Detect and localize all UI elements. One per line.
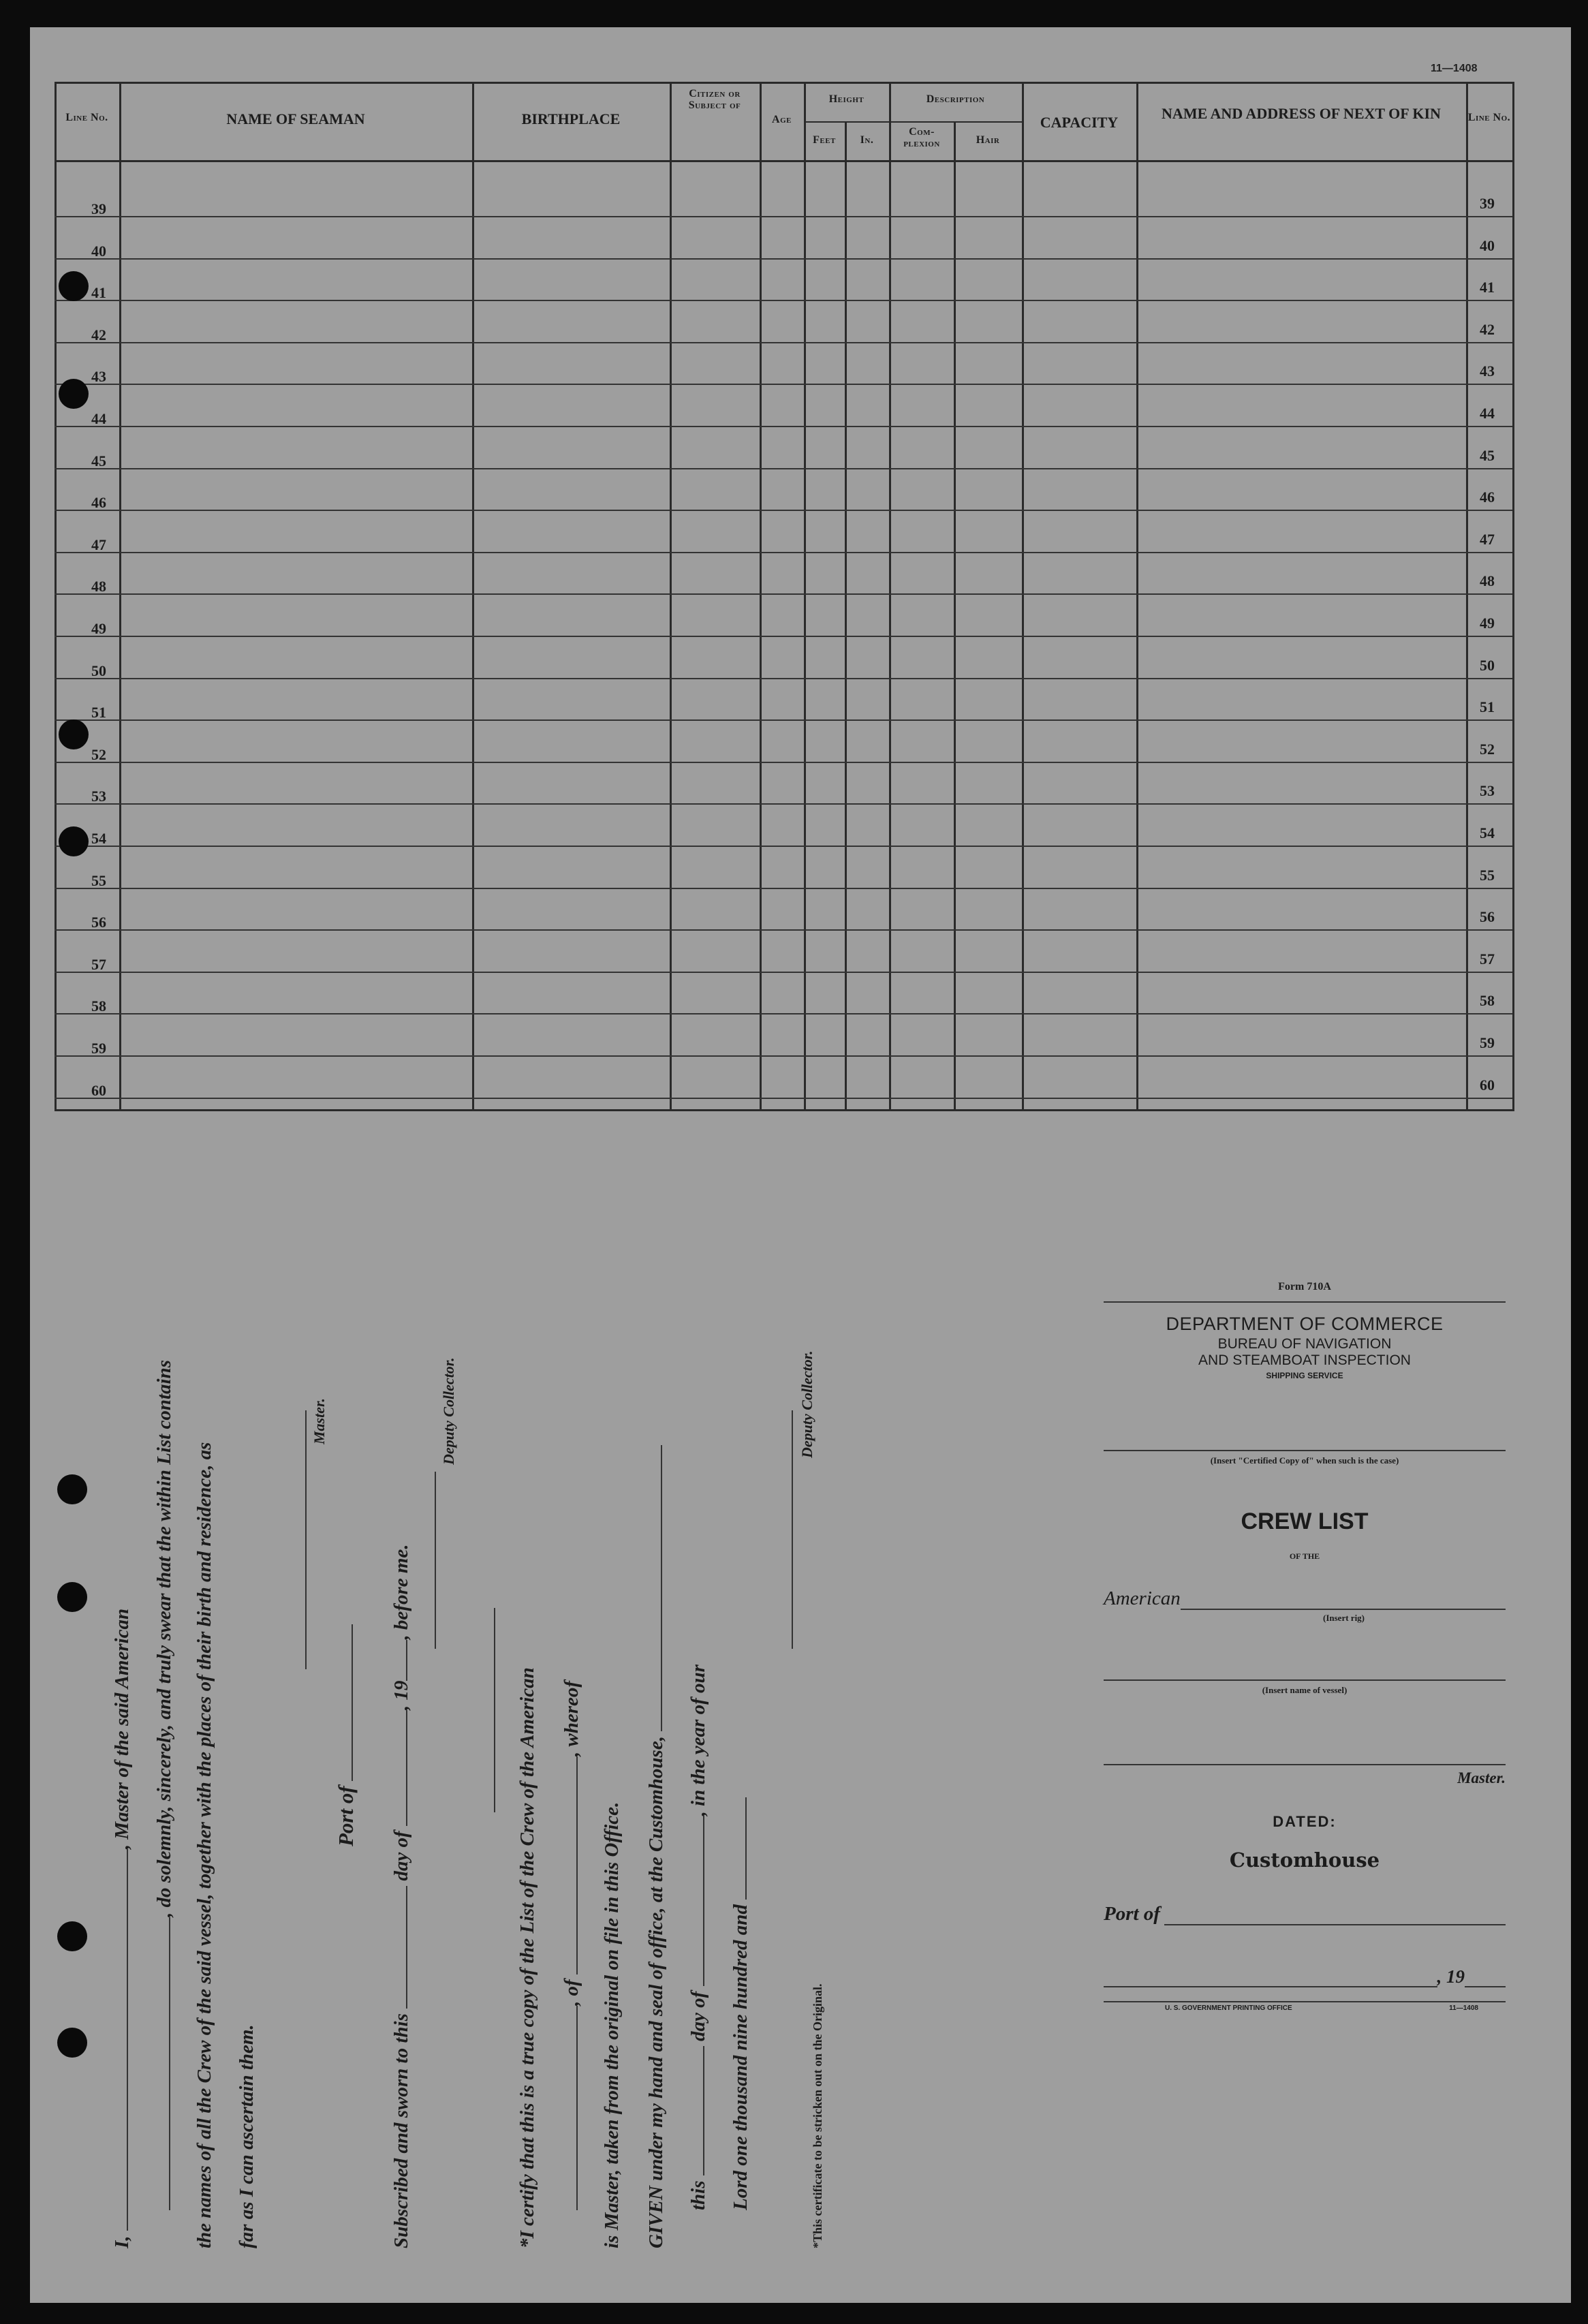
oath-line-2 — [151, 1360, 176, 2210]
given-line — [643, 1445, 668, 2248]
vessel-name-blank[interactable] — [151, 1917, 170, 2210]
row-number-right: 58 — [1480, 992, 1495, 1009]
dated-label: DATED: — [1273, 1813, 1337, 1830]
oath-master-of-american: , Master of the said American — [111, 1608, 133, 1850]
header-line-no-right: Line No. — [1467, 112, 1511, 123]
row-number-right: 53 — [1480, 782, 1495, 799]
col-border-5 — [804, 82, 806, 1111]
table-row[interactable] — [55, 929, 1512, 931]
col-border-9 — [1022, 82, 1024, 1111]
row-number-right: 51 — [1480, 698, 1495, 715]
table-row[interactable] — [55, 510, 1512, 511]
cert-port-blank[interactable] — [559, 1756, 578, 1974]
row-number-right: 48 — [1480, 572, 1495, 589]
table-row[interactable] — [55, 593, 1512, 595]
col-border-3 — [670, 82, 672, 1111]
row-number-right: 57 — [1480, 950, 1495, 967]
punch-hole — [57, 1582, 87, 1612]
cover-year-blank[interactable] — [1465, 1971, 1506, 1987]
year-blank[interactable] — [728, 1797, 747, 1900]
oath-line-1 — [109, 1609, 134, 2248]
of-the: OF THE — [1289, 1551, 1320, 1561]
crew-list-title: CREW LIST — [1241, 1508, 1369, 1534]
row-number-right: 43 — [1480, 362, 1495, 379]
col-border-1 — [119, 82, 121, 1111]
table-row[interactable] — [55, 972, 1512, 973]
row-number-left: 45 — [91, 452, 106, 469]
given-text: GIVEN under my hand and seal of office, at the Customhouse, — [645, 1736, 667, 2248]
lord-line — [728, 1797, 752, 2210]
table-row[interactable] — [55, 888, 1512, 889]
header-birthplace: BIRTHPLACE — [521, 110, 621, 127]
row-number-right: 42 — [1480, 321, 1495, 338]
table-top-border — [55, 82, 1512, 84]
table-row[interactable] — [55, 762, 1512, 763]
row-number-left: 57 — [91, 956, 106, 973]
deputy-signature-line-2[interactable] — [792, 1410, 793, 1649]
oath-line-3: the names of all the Crew of the said vessel, together with the places of their birth and residence, as — [193, 1442, 215, 2248]
cover-form-code: 11—1408 — [1449, 2004, 1478, 2012]
row-number-left: 47 — [91, 536, 106, 553]
cover-year-prefix: , 19 — [1437, 1966, 1465, 1987]
table-row[interactable] — [55, 552, 1512, 553]
header-capacity: CAPACITY — [1040, 114, 1119, 131]
header-feet: Feet — [813, 134, 836, 146]
row-number-left: 55 — [91, 872, 106, 889]
master-signature-line[interactable] — [305, 1410, 307, 1669]
header-height: Height — [828, 93, 865, 105]
department-title: DEPARTMENT OF COMMERCE — [1166, 1314, 1444, 1334]
deputy-signature-line-1[interactable] — [435, 1472, 436, 1649]
year-of-our: , in the year of our — [687, 1664, 709, 1816]
punch-hole — [59, 379, 89, 409]
cert-line-2 — [559, 1681, 583, 2210]
row-number-left: 54 — [91, 830, 106, 847]
row-number-right: 47 — [1480, 531, 1495, 548]
cert-whereof: , whereof — [561, 1680, 582, 1757]
header-age: Age — [772, 114, 792, 125]
row-number-right: 45 — [1480, 447, 1495, 464]
this-day-line — [685, 1664, 710, 2210]
row-number-left: 60 — [91, 1082, 106, 1099]
table-row[interactable] — [55, 719, 1512, 721]
punch-hole — [57, 1921, 87, 1951]
subheader-divider — [804, 121, 1022, 123]
col-border-11 — [1466, 82, 1468, 1111]
punch-hole — [57, 1474, 87, 1504]
sworn-month-blank[interactable] — [388, 1710, 407, 1826]
table-row[interactable] — [55, 258, 1512, 260]
master-caption: Master. — [311, 1398, 328, 1444]
this-text: this — [687, 2180, 709, 2210]
deputy-caption-1: Deputy Collector. — [440, 1357, 457, 1465]
punch-hole — [59, 271, 89, 301]
header-name-of-seaman: NAME OF SEAMAN — [226, 110, 365, 127]
cover-rule-bottom — [1104, 2001, 1506, 2002]
table-bottom-border — [55, 1109, 1512, 1111]
cert-line-3: is Master, taken from the original on file in this Office. — [601, 1801, 623, 2248]
insert-vessel-note: (Insert name of vessel) — [1262, 1685, 1348, 1695]
row-number-left: 50 — [91, 662, 106, 679]
oath-i: I, — [111, 2235, 133, 2248]
row-number-left: 44 — [91, 410, 106, 427]
table-row[interactable] — [55, 342, 1512, 343]
sworn-line — [388, 1544, 413, 2248]
form-number: Form 710A — [1278, 1281, 1331, 1292]
cover-port-row — [1104, 1903, 1506, 1925]
this-day-of: day of — [687, 1991, 709, 2041]
row-number-left: 51 — [91, 704, 106, 721]
sworn-before-me: , before me. — [390, 1544, 412, 1640]
master-name-blank[interactable] — [109, 1849, 128, 2231]
lord-text: Lord one thousand nine hundred and — [730, 1904, 751, 2210]
cover-port-label: Port of — [1104, 1903, 1160, 1925]
cover-date-row — [1104, 1966, 1506, 1987]
deputy-caption-2: Deputy Collector. — [798, 1350, 815, 1458]
table-row[interactable] — [55, 1013, 1512, 1014]
port-of-label: Port of — [334, 1786, 358, 1846]
sworn-year-prefix: , 19 — [390, 1680, 412, 1711]
header-inches: In. — [860, 134, 874, 146]
row-number-left: 39 — [91, 200, 106, 217]
row-number-right: 39 — [1480, 195, 1495, 212]
table-row[interactable] — [55, 678, 1512, 679]
table-row[interactable] — [55, 384, 1512, 385]
customhouse-blank[interactable] — [643, 1445, 662, 1731]
row-number-left: 59 — [91, 1040, 106, 1057]
col-border-7 — [889, 82, 891, 1111]
american-label: American — [1104, 1587, 1181, 1609]
col-border-4 — [760, 82, 762, 1111]
printer-imprint: U. S. GOVERNMENT PRINTING OFFICE — [1165, 2004, 1292, 2012]
punch-hole — [59, 719, 89, 749]
port-of-blank[interactable] — [334, 1624, 353, 1781]
row-number-right: 41 — [1480, 279, 1495, 296]
rig-blank[interactable] — [1181, 1594, 1506, 1610]
col-border-2 — [472, 82, 474, 1111]
row-number-left: 56 — [91, 914, 106, 931]
row-number-left: 52 — [91, 746, 106, 763]
cover-date-blank[interactable] — [1104, 1971, 1437, 1987]
american-rig-row — [1104, 1587, 1506, 1610]
row-number-right: 44 — [1480, 405, 1495, 422]
row-number-left: 42 — [91, 326, 106, 343]
oath-swear-text: , do solemnly, sincerely, and truly swear that the within List contains — [153, 1359, 175, 1917]
cover-master-caption: Master. — [1457, 1769, 1506, 1786]
row-number-right: 56 — [1480, 908, 1495, 925]
header-citizen: Citizen or Subject of — [688, 88, 741, 111]
header-bottom-border — [55, 160, 1512, 162]
row-number-left: 48 — [91, 578, 106, 595]
cert-of: , of — [561, 1979, 582, 2006]
header-next-of-kin: NAME AND ADDRESS OF NEXT OF KIN — [1162, 105, 1441, 122]
sworn-text: Subscribed and sworn to this — [390, 2013, 412, 2248]
row-number-right: 60 — [1480, 1076, 1495, 1094]
col-border-10 — [1136, 82, 1138, 1111]
table-row[interactable] — [55, 426, 1512, 427]
table-row[interactable] — [55, 1098, 1512, 1099]
bureau-line-2: AND STEAMBOAT INSPECTION — [1198, 1352, 1411, 1368]
punch-hole — [59, 826, 89, 856]
col-border-12 — [1512, 82, 1514, 1111]
cover-rule-top — [1104, 1301, 1506, 1303]
cert-line-1: *I certify that this is a true copy of the List of the Crew of the American — [516, 1667, 538, 2248]
row-number-right: 49 — [1480, 615, 1495, 632]
row-number-left: 43 — [91, 368, 106, 385]
row-number-left: 41 — [91, 284, 106, 301]
row-number-right: 54 — [1480, 824, 1495, 841]
header-complexion: Com-plexion — [903, 126, 940, 149]
sworn-day-of: day of — [390, 1831, 412, 1881]
row-number-right: 50 — [1480, 657, 1495, 674]
table-row[interactable] — [55, 300, 1512, 301]
row-number-right: 55 — [1480, 867, 1495, 884]
row-number-right: 40 — [1480, 237, 1495, 254]
row-number-left: 40 — [91, 243, 106, 260]
table-row[interactable] — [55, 636, 1512, 637]
col-border-8 — [954, 123, 956, 1111]
this-month-blank[interactable] — [685, 1816, 704, 1986]
port-of-oath — [334, 1624, 358, 1846]
punch-hole — [57, 2028, 87, 2058]
header-hair: Hair — [976, 134, 1000, 146]
cert-vessel-blank[interactable] — [559, 2006, 578, 2210]
divider-line — [494, 1608, 495, 1812]
footnote: *This certificate to be stricken out on the Original. — [811, 1983, 824, 2248]
row-number-right: 59 — [1480, 1034, 1495, 1051]
oath-line-4: far as I can ascertain them. — [236, 2024, 258, 2248]
row-number-left: 46 — [91, 494, 106, 511]
form-code-top: 11—1408 — [1431, 63, 1478, 74]
row-number-left: 58 — [91, 997, 106, 1014]
table-row[interactable] — [55, 846, 1512, 847]
table-row[interactable] — [55, 803, 1512, 805]
col-border-6 — [845, 123, 847, 1111]
row-number-right: 46 — [1480, 489, 1495, 506]
printer-line — [1104, 2004, 1506, 2012]
shipping-service: SHIPPING SERVICE — [1266, 1371, 1343, 1380]
row-number-right: 52 — [1480, 741, 1495, 758]
oath-section — [109, 1213, 927, 2248]
cover-port-blank[interactable] — [1164, 1909, 1506, 1925]
header-line-no: Line No. — [65, 112, 108, 123]
table-row[interactable] — [55, 216, 1512, 217]
master-line[interactable] — [1104, 1764, 1506, 1765]
sworn-year-blank[interactable] — [388, 1640, 407, 1681]
col-border-0 — [55, 82, 57, 1111]
this-day-blank[interactable] — [685, 2046, 704, 2175]
certified-copy-line[interactable] — [1104, 1450, 1506, 1451]
insert-certified-copy-note: (Insert "Certified Copy of" when such is the case) — [1210, 1455, 1399, 1466]
bureau-line-1: BUREAU OF NAVIGATION — [1217, 1336, 1392, 1352]
sworn-day-blank[interactable] — [388, 1886, 407, 2009]
table-row[interactable] — [55, 468, 1512, 469]
table-row[interactable] — [55, 1055, 1512, 1057]
cover-panel — [1104, 1281, 1506, 2012]
vessel-name-line[interactable] — [1104, 1679, 1506, 1681]
customhouse-label: Customhouse — [1229, 1848, 1380, 1872]
row-number-left: 53 — [91, 788, 106, 805]
row-number-left: 49 — [91, 620, 106, 637]
header-description: Description — [926, 93, 985, 105]
insert-rig-note: (Insert rig) — [1323, 1613, 1365, 1623]
